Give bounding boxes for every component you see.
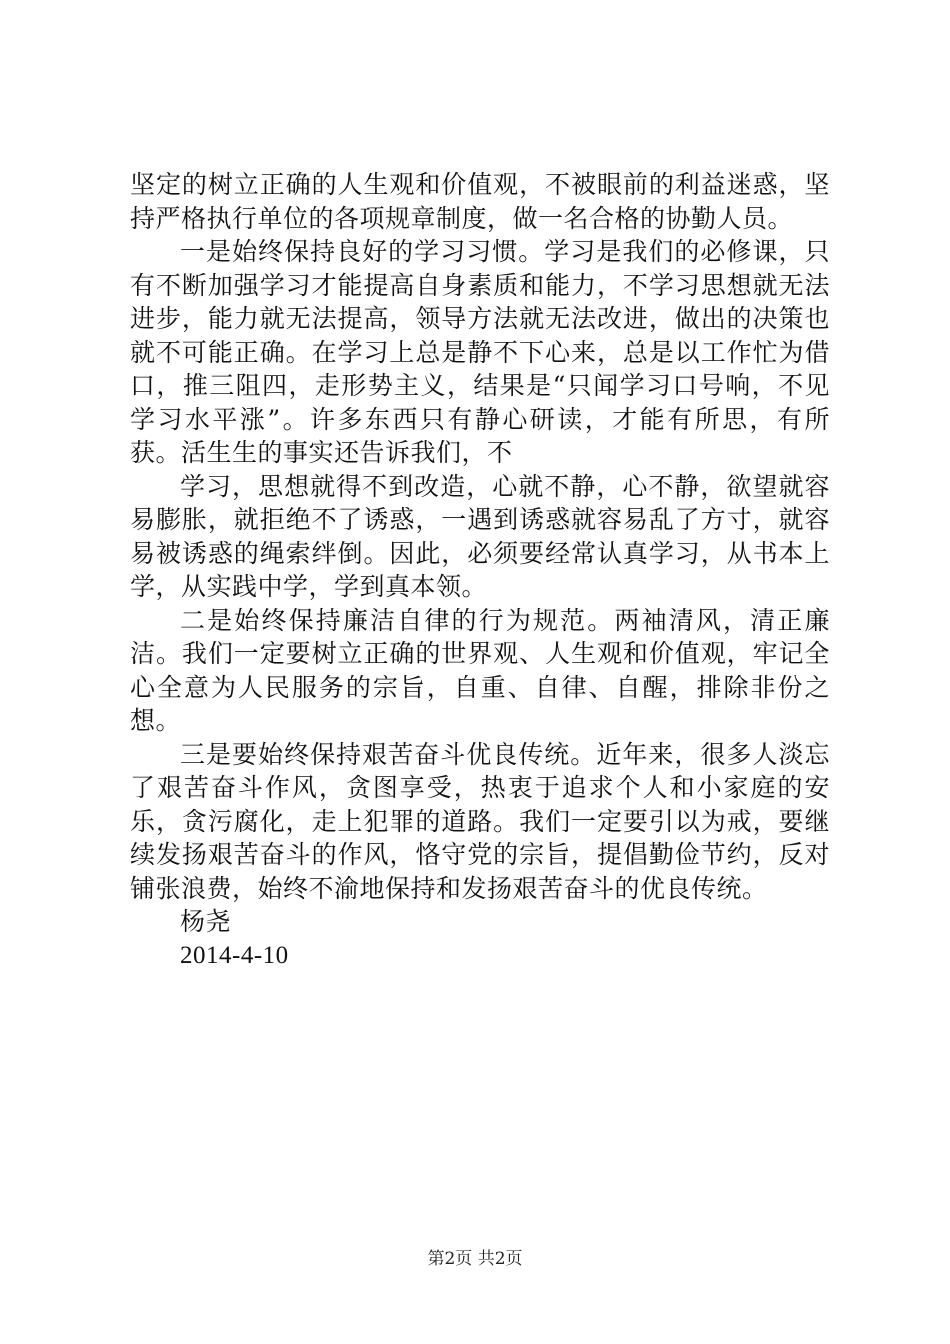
page-footer: 第2页 共2页 <box>427 1249 523 1269</box>
paragraph-2: 一是始终保持良好的学习习惯。学习是我们的必修课，只有不断加强学习才能提高自身素质和能力，不学习思想就无法进步，能力就无法提高，领导方法就无法改进，做出的决策也就不可能正确。在学习上总是静不下心来，总是以工作忙为借口，推三阻四，走形势主义，结果是“只闻学习口号响，不见学习水平涨”。许多东西只有静心研读，才能有所思，有所获。活生生的事实还告诉我们，不 <box>130 237 830 467</box>
paragraph-3: 学习，思想就得不到改造，心就不静，心不静，欲望就容易膨胀，就拒绝不了诱惑，一遇到诱惑就容易乱了方寸，就容易被诱惑的绳索绊倒。因此，必须要经常认真学习，从书本上学，从实践中学，学到真本领。 <box>130 471 830 601</box>
signature-date: 2014-4-10 <box>180 941 289 969</box>
document-body <box>130 168 830 972</box>
signature-name: 杨尧 <box>180 907 232 936</box>
paragraph-5: 三是要始终保持艰苦奋斗优良传统。近年来，很多人淡忘了艰苦奋斗作风，贪图享受，热衷于追求个人和小家庭的安乐，贪污腐化，走上犯罪的道路。我们一定要引以为戒，要继续发扬艰苦奋斗的作风，恪守党的宗旨，提倡勤俭节约，反对铺张浪费，始终不渝地保持和发扬艰苦奋斗的优良传统。 <box>130 739 830 903</box>
paragraph-1: 坚定的树立正确的人生观和价值观，不被眼前的利益迷惑，坚持严格执行单位的各项规章制度，做一名合格的协勤人员。 <box>130 170 830 233</box>
paragraph-4: 二是始终保持廉洁自律的行为规范。两袖清风，清正廉洁。我们一定要树立正确的世界观、人生观和价值观，牢记全心全意为人民服务的宗旨，自重、自律、自醒，排除非份之想。 <box>130 605 830 735</box>
